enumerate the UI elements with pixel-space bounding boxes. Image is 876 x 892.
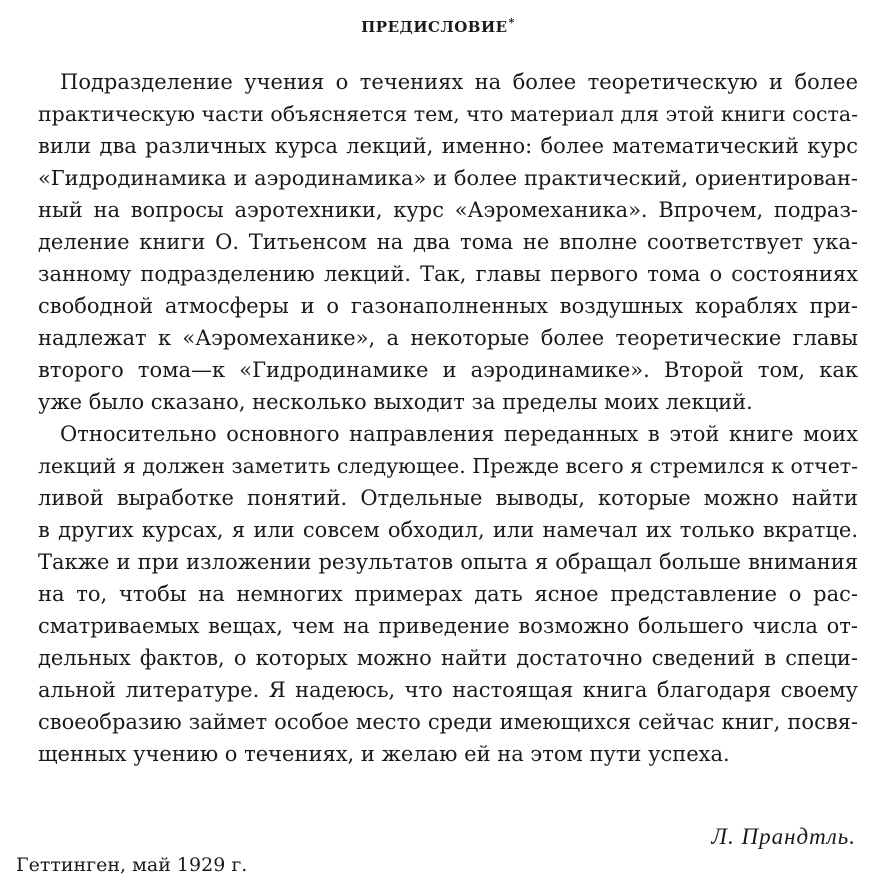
place-and-date: Геттинген, май 1929 г. xyxy=(16,854,248,876)
text-line: вили два различных курса лекций, именно: более математический курс xyxy=(38,134,858,158)
text-line: лекций я должен заметить следующее. Прежде всего я стремился к отчет- xyxy=(38,454,859,478)
text-line: в других курсах, я или совсем обходил, или намечал их только вкратце. xyxy=(38,518,858,542)
text-line: на то, чтобы на немногих примерах дать ясное представление о рас- xyxy=(38,582,858,606)
preface-body xyxy=(16,66,858,770)
text-line: ливой выработке понятий. Отдельные выводы, которые можно найти xyxy=(38,486,858,510)
text-line: щенных учению о течениях, и желаю ей на этом пути успеха. xyxy=(38,742,730,766)
paragraph-1 xyxy=(16,66,858,418)
footnote-mark: * xyxy=(508,16,515,29)
author-signature: Л. Прандтль. xyxy=(711,824,856,849)
text-line: деление книги О. Титьенсом на два тома не вполне соответствует ука- xyxy=(38,230,858,254)
text-line: Также и при изложении результатов опыта я обращал больше внимания xyxy=(38,550,858,574)
text-line: дельных фактов, о которых можно найти достаточно сведений в специ- xyxy=(38,646,858,670)
text-line: свободной атмосферы и о газонаполненных воздушных кораблях при- xyxy=(38,294,858,318)
page-title xyxy=(0,16,876,36)
text-line: занному подразделению лекций. Так, главы первого тома о состояниях xyxy=(38,262,858,286)
text-line: надлежат к «Аэромеханике», а некоторые более теоретические главы xyxy=(38,326,858,350)
text-line: «Гидродинамика и аэродинамика» и более практический, ориентирован- xyxy=(38,166,858,190)
title-text: ПРЕДИСЛОВИЕ xyxy=(361,18,508,36)
text-line: Относительно основного направления переданных в этой книге моих xyxy=(60,422,858,446)
text-line: своеобразию займет особое место среди имеющихся сейчас книг, посвя- xyxy=(38,710,858,734)
text-line: практическую части объясняется тем, что материал для этой книги соста- xyxy=(38,102,859,126)
text-line: сматриваемых вещах, чем на приведение возможно большего числа от- xyxy=(38,614,858,638)
text-line: второго тома—к «Гидродинамике и аэродинамике». Второй том, как xyxy=(38,358,858,382)
paragraph-2 xyxy=(16,418,858,770)
text-line: альной литературе. Я надеюсь, что настоящая книга благодаря своему xyxy=(38,678,858,702)
text-line: Подразделение учения о течениях на более теоретическую и более xyxy=(60,70,858,94)
text-line: уже было сказано, несколько выходит за пределы моих лекций. xyxy=(38,390,753,414)
text-line: ный на вопросы аэротехники, курс «Аэромеханика». Впрочем, подраз- xyxy=(38,198,858,222)
